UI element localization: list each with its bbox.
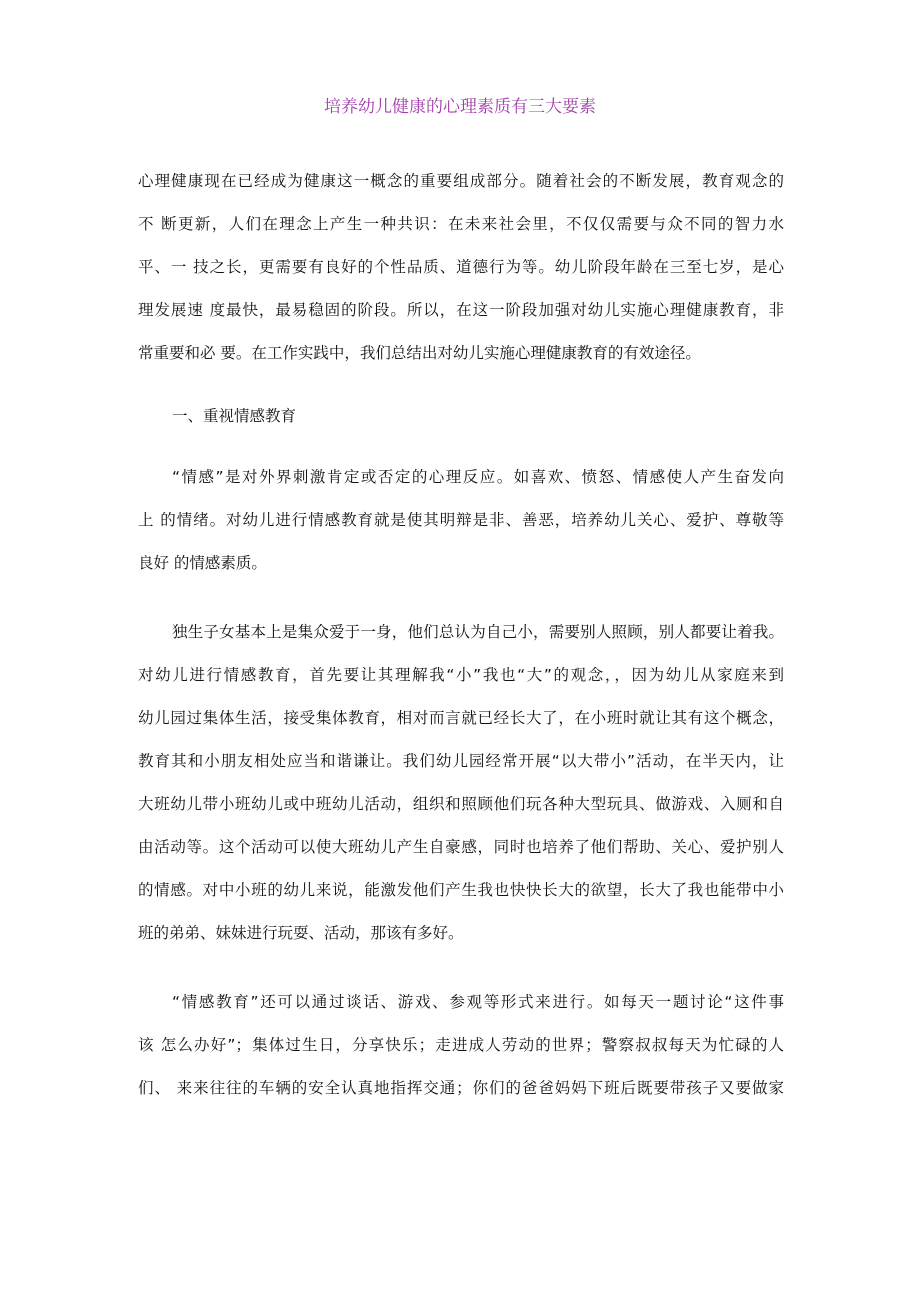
text-line: 平、一 技之长，更需要有良好的个性品质、道德行为等。幼儿阶段年龄在三至七岁，是心 [138,258,784,276]
paragraph-only-child [138,611,784,955]
text-line: 们、 来来往往的车辆的安全认真地指挥交通；你们的爸爸妈妈下班后既要带孩子又要做家 [138,1079,784,1097]
text-line: 大班幼儿带小班幼儿或中班幼儿活动，组织和照顾他们玩各种大型玩具、做游戏、入厕和自 [138,795,784,813]
document-body [138,160,784,1110]
text-line: 独生子女基本上是集众爱于一身，他们总认为自己小，需要别人照顾，别人都要让着我。 [172,623,784,641]
text-line: 教育其和小朋友相处应当和谐谦让。我们幼儿园经常开展“以大带小”活动，在半天内，让 [138,752,784,770]
text-line: 常重要和必 要。在工作实践中，我们总结出对幼儿实施心理健康教育的有效途径。 [138,344,701,362]
text-line: 良好 的情感素质。 [138,554,267,572]
heading-text: 一、重视情感教育 [172,407,297,425]
text-line: 不 断更新，人们在理念上产生一种共识：在未来社会里，不仅仅需要与众不同的智力水 [138,215,784,233]
section-heading [138,395,784,438]
text-line: 对幼儿进行情感教育，首先要让其理解我“小”我也“大”的观念，，因为幼儿从家庭来到 [138,666,784,684]
text-line: 的情感。对中小班的幼儿来说，能激发他们产生我也快快长大的欲望，长大了我也能带中小 [138,881,784,899]
text-line: 心理健康现在已经成为健康这一概念的重要组成部分。随着社会的不断发展，教育观念的 [138,172,784,190]
text-line: 由活动等。这个活动可以使大班幼儿产生自豪感，同时也培养了他们帮助、关心、爱护别人 [138,838,784,856]
text-line: “情感”是对外界刺激肯定或否定的心理反应。如喜欢、愤怒、情感使人产生奋发向 [172,468,784,486]
text-line: 班的弟弟、妹妹进行玩耍、活动，那该有多好。 [138,924,464,942]
paragraph-emotion-methods [138,981,784,1110]
text-line: 该 怎么办好”；集体过生日，分享快乐；走进成人劳动的世界；警察叔叔每天为忙碌的人 [138,1036,784,1054]
text-line: 上 的情绪。对幼儿进行情感教育就是使其明辩是非、善恶，培养幼儿关心、爱护、尊敬等 [138,511,784,529]
document-title: 培养幼儿健康的心理素质有三大要素 [324,97,596,117]
text-line: 幼儿园过集体生活，接受集体教育，相对而言就已经长大了，在小班时就让其有这个概念， [138,709,784,727]
text-line: “情感教育”还可以通过谈话、游戏、参观等形式来进行。如每天一题讨论“这件事 [172,993,784,1011]
text-line: 理发展速 度最快，最易稳固的阶段。所以，在这一阶段加强对幼儿实施心理健康教育，非 [138,301,784,319]
paragraph-intro [138,160,784,375]
paragraph-emotion-definition [138,456,784,585]
